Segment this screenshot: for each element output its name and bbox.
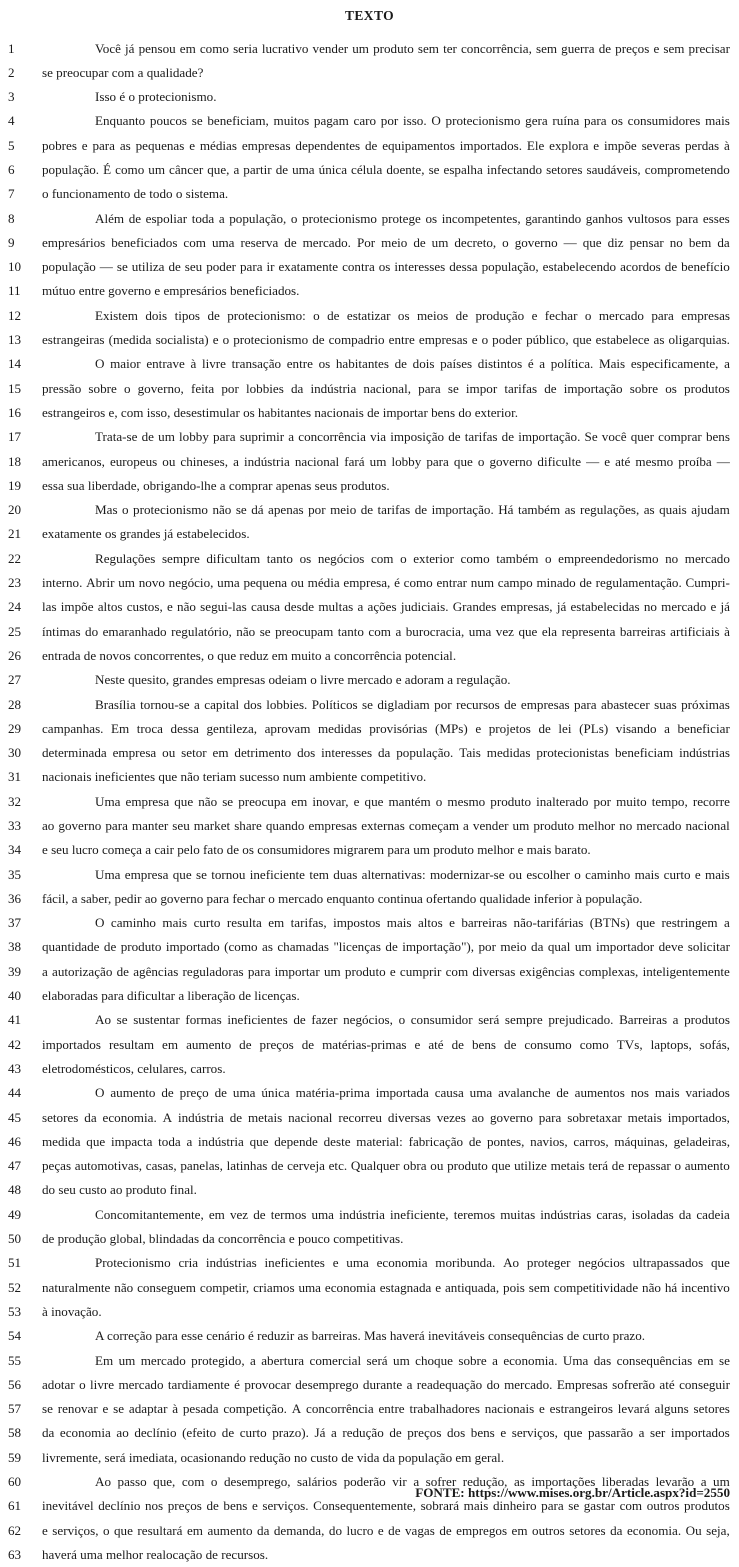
text-line xyxy=(0,109,739,133)
line-number: 61 xyxy=(8,1494,30,1518)
line-text: essa sua liberdade, obrigando-lhe a comprar apenas seus produtos. xyxy=(42,474,730,498)
line-number: 59 xyxy=(8,1446,30,1470)
line-text: mútuo entre governo e empresários beneficiados. xyxy=(42,279,730,303)
line-number: 15 xyxy=(8,377,30,401)
line-number: 19 xyxy=(8,474,30,498)
line-text: do seu custo ao produto final. xyxy=(42,1178,730,1202)
line-text: população — se utiliza de seu poder para ir exatamente contra os interesses dessa população, estabelecendo acordos de benefício xyxy=(42,255,730,279)
text-line xyxy=(0,765,739,789)
line-number: 5 xyxy=(8,134,30,158)
text-line xyxy=(0,960,739,984)
line-number: 3 xyxy=(8,85,30,109)
line-number: 27 xyxy=(8,668,30,692)
text-line xyxy=(0,1081,739,1105)
line-text: Regulações sempre dificultam tanto os negócios com o exterior como também o empreendedorismo no mercado xyxy=(42,547,730,571)
line-text: determinada empresa ou setor em detrimento dos interesses da população. Tais medidas protecionistas beneficiam indústrias xyxy=(42,741,730,765)
line-text: inevitável declínio nos preços de bens e serviços. Consequentemente, sobrará mais dinheiro para se gastar com outros produtos xyxy=(42,1494,730,1518)
text-line xyxy=(0,231,739,255)
line-text: Neste quesito, grandes empresas odeiam o livre mercado e adoram a regulação. xyxy=(42,668,730,692)
text-line xyxy=(0,1324,739,1348)
line-text: Isso é o protecionismo. xyxy=(42,85,730,109)
text-line xyxy=(0,863,739,887)
line-text: las impõe altos custos, e não segui-las causa desde multas a ações judiciais. Grandes empresas, já estabelecidas no mercado e já xyxy=(42,595,730,619)
text-line xyxy=(0,887,739,911)
line-number: 35 xyxy=(8,863,30,887)
line-number: 36 xyxy=(8,887,30,911)
line-text: Ao passo que, com o desemprego, salários poderão vir a sofrer redução, as importações liberadas levarão a um xyxy=(42,1470,730,1494)
line-text: população. É como um câncer que, a partir de uma única célula doente, se espalha infectando setores saudáveis, comprometendo xyxy=(42,158,730,182)
text-line xyxy=(0,1033,739,1057)
line-text: o funcionamento de todo o sistema. xyxy=(42,182,730,206)
line-text: haverá uma melhor realocação de recursos. xyxy=(42,1543,730,1567)
line-number: 13 xyxy=(8,328,30,352)
text-line xyxy=(0,1178,739,1202)
line-text: de produção global, blindadas da concorrência e pouco competitivas. xyxy=(42,1227,730,1251)
line-number: 28 xyxy=(8,693,30,717)
line-text: da economia ao declínio (efeito de curto prazo). Já a redução de preços dos bens e serviços, que passarão a ser importados xyxy=(42,1421,730,1445)
text-line xyxy=(0,935,739,959)
line-text: à inovação. xyxy=(42,1300,730,1324)
text-line xyxy=(0,1300,739,1324)
line-number: 51 xyxy=(8,1251,30,1275)
line-text: livremente, será imediata, ocasionando redução no custo de vida da população em geral. xyxy=(42,1446,730,1470)
line-number: 58 xyxy=(8,1421,30,1445)
line-number: 47 xyxy=(8,1154,30,1178)
line-number: 7 xyxy=(8,182,30,206)
line-text: americanos, europeus ou chineses, a indústria nacional fará um lobby para que o governo dificulte — e até mesmo proíba — xyxy=(42,450,730,474)
line-text: eletrodomésticos, celulares, carros. xyxy=(42,1057,730,1081)
line-text: empresários beneficiados com uma reserva de mercado. Por meio de um decreto, o governo — que diz pensar no bem da xyxy=(42,231,730,255)
line-text: peças automotivas, casas, panelas, latinhas de cerveja etc. Qualquer obra ou produto que utilize metais terá de repassar o aumento xyxy=(42,1154,730,1178)
line-number: 10 xyxy=(8,255,30,279)
text-line xyxy=(0,838,739,862)
line-number: 60 xyxy=(8,1470,30,1494)
text-line xyxy=(0,1057,739,1081)
line-text: setores da economia. A indústria de metais nacional recorreu diversas vezes ao governo para sobretaxar metais importados, xyxy=(42,1106,730,1130)
line-number: 12 xyxy=(8,304,30,328)
text-line xyxy=(0,279,739,303)
text-line xyxy=(0,85,739,109)
line-number: 23 xyxy=(8,571,30,595)
text-line xyxy=(0,207,739,231)
text-line xyxy=(0,814,739,838)
text-line xyxy=(0,37,739,61)
line-number: 4 xyxy=(8,109,30,133)
text-line xyxy=(0,1251,739,1275)
line-text: Enquanto poucos se beneficiam, muitos pagam caro por isso. O protecionismo gera ruína para os consumidores mais xyxy=(42,109,730,133)
line-text: Além de espoliar toda a população, o protecionismo protege os incompetentes, garantindo ganhos vultosos para esses xyxy=(42,207,730,231)
text-line xyxy=(0,377,739,401)
line-text: fácil, a saber, pedir ao governo para fechar o mercado enquanto continua ofertando qualidade inferior à população. xyxy=(42,887,730,911)
line-text: se renovar e se adaptar à pesada competição. A concorrência entre trabalhadores nacionais e estrangeiros levará alguns setores xyxy=(42,1397,730,1421)
line-text: Existem dois tipos de protecionismo: o de estatizar os meios de produção e fechar o mercado para empresas xyxy=(42,304,730,328)
line-number: 52 xyxy=(8,1276,30,1300)
line-number: 46 xyxy=(8,1130,30,1154)
line-number: 9 xyxy=(8,231,30,255)
line-number: 43 xyxy=(8,1057,30,1081)
line-text: Uma empresa que se tornou ineficiente tem duas alternativas: modernizar-se ou escolher o caminho mais curto e mais xyxy=(42,863,730,887)
text-line xyxy=(0,1276,739,1300)
text-line xyxy=(0,1519,739,1543)
text-line xyxy=(0,1008,739,1032)
line-number: 48 xyxy=(8,1178,30,1202)
line-text: medida que impacta toda a indústria que depende deste material: fabricação de pontes, navios, carros, máquinas, geladeiras, xyxy=(42,1130,730,1154)
text-line xyxy=(0,1154,739,1178)
line-text: Uma empresa que não se preocupa em inovar, e que mantém o mesmo produto inalterado por muito tempo, recorre xyxy=(42,790,730,814)
line-number: 45 xyxy=(8,1106,30,1130)
line-text: ao governo para manter seu market share quando empresas externas começam a vender um produto melhor no mercado nacional xyxy=(42,814,730,838)
text-line xyxy=(0,1421,739,1445)
line-text: interno. Abrir um novo negócio, uma pequena ou média empresa, é como entrar num campo minado de regulamentação. Cumpri- xyxy=(42,571,730,595)
line-text: campanhas. Em troca dessa gentileza, aprovam medidas provisórias (MPs) e projetos de lei (PLs) visando a beneficiar xyxy=(42,717,730,741)
text-line xyxy=(0,134,739,158)
text-line xyxy=(0,1203,739,1227)
line-number: 16 xyxy=(8,401,30,425)
line-number: 62 xyxy=(8,1519,30,1543)
text-line xyxy=(0,741,739,765)
line-number: 50 xyxy=(8,1227,30,1251)
text-line xyxy=(0,644,739,668)
page-title: TEXTO xyxy=(0,0,739,23)
line-number: 56 xyxy=(8,1373,30,1397)
text-line xyxy=(0,984,739,1008)
line-text: Mas o protecionismo não se dá apenas por meio de tarifas de importação. Há também as regulações, as quais ajudam xyxy=(42,498,730,522)
text-line xyxy=(0,790,739,814)
text-line xyxy=(0,401,739,425)
text-line xyxy=(0,158,739,182)
line-text: se preocupar com a qualidade? xyxy=(42,61,730,85)
text-line xyxy=(0,352,739,376)
line-text: entrada de novos concorrentes, o que reduz em muito a concorrência potencial. xyxy=(42,644,730,668)
line-text: elaboradas para dificultar a liberação de licenças. xyxy=(42,984,730,1008)
text-line xyxy=(0,693,739,717)
line-number: 24 xyxy=(8,595,30,619)
text-line xyxy=(0,522,739,546)
line-text: estrangeiras (medida socialista) e o protecionismo de compadrio entre empresas e o poder público, que estabelece as oligarquias. xyxy=(42,328,730,352)
line-text: Brasília tornou-se a capital dos lobbies. Políticos se digladiam por recursos de empresas para abastecer suas próximas xyxy=(42,693,730,717)
line-text: e serviços, o que resultará em aumento da demanda, do lucro e de vagas de empregos em outros setores da economia. Ou seja, xyxy=(42,1519,730,1543)
line-text: O caminho mais curto resulta em tarifas, impostos mais altos e barreiras não-tarifárias (BTNs) que restringem a xyxy=(42,911,730,935)
line-number: 31 xyxy=(8,765,30,789)
line-text: pressão sobre o governo, feita por lobbies da indústria nacional, para se impor tarifas de importação sobre os produtos xyxy=(42,377,730,401)
line-number: 33 xyxy=(8,814,30,838)
line-number: 49 xyxy=(8,1203,30,1227)
text-line xyxy=(0,1543,739,1567)
line-number: 29 xyxy=(8,717,30,741)
line-number: 37 xyxy=(8,911,30,935)
line-number: 38 xyxy=(8,935,30,959)
text-line xyxy=(0,1397,739,1421)
line-number: 25 xyxy=(8,620,30,644)
text-line xyxy=(0,1446,739,1470)
line-text: Concomitantemente, em vez de termos uma indústria ineficiente, teremos muitas indústrias caras, isoladas da cadeia xyxy=(42,1203,730,1227)
line-text: Trata-se de um lobby para suprimir a concorrência via imposição de tarifas de importação. Se você quer comprar bens xyxy=(42,425,730,449)
text-line xyxy=(0,620,739,644)
line-text: adotar o livre mercado tardiamente é provocar desemprego durante a readequação do mercado. Empresas sofrerão até conseguir xyxy=(42,1373,730,1397)
text-line xyxy=(0,328,739,352)
text-line xyxy=(0,450,739,474)
line-number: 18 xyxy=(8,450,30,474)
line-number: 11 xyxy=(8,279,30,303)
text-line xyxy=(0,668,739,692)
line-number: 55 xyxy=(8,1349,30,1373)
line-number: 32 xyxy=(8,790,30,814)
line-number: 21 xyxy=(8,522,30,546)
line-text: Ao se sustentar formas ineficientes de fazer negócios, o consumidor será sempre prejudicado. Barreiras a produtos xyxy=(42,1008,730,1032)
line-number: 63 xyxy=(8,1543,30,1567)
line-number: 6 xyxy=(8,158,30,182)
text-line xyxy=(0,571,739,595)
line-text: Em um mercado protegido, a abertura comercial será um choque sobre a economia. Uma das consequências em se xyxy=(42,1349,730,1373)
line-text: Protecionismo cria indústrias ineficientes e uma economia moribunda. Ao proteger negócios ultrapassados que xyxy=(42,1251,730,1275)
line-text: e seu lucro começa a cair pelo fato de os consumidores migrarem para um produto melhor e mais barato. xyxy=(42,838,730,862)
line-text: naturalmente não conseguem competir, criamos uma economia estagnada e antiquada, pois sem competitividade não há incentivo xyxy=(42,1276,730,1300)
text-line xyxy=(0,547,739,571)
text-line xyxy=(0,498,739,522)
text-line xyxy=(0,911,739,935)
line-text: íntimas do emaranhado regulatório, não se preocupam tanto com a burocracia, uma vez que ela representa barreiras artificiais à xyxy=(42,620,730,644)
line-number: 42 xyxy=(8,1033,30,1057)
line-number: 26 xyxy=(8,644,30,668)
text-line xyxy=(0,717,739,741)
line-text: A correção para esse cenário é reduzir as barreiras. Mas haverá inevitáveis consequências de curto prazo. xyxy=(42,1324,730,1348)
line-text: O maior entrave à livre transação entre os habitantes de dois países distintos é a política. Mais especificamente, a xyxy=(42,352,730,376)
text-line xyxy=(0,595,739,619)
line-number: 22 xyxy=(8,547,30,571)
text-line xyxy=(0,1373,739,1397)
line-text: O aumento de preço de uma única matéria-prima importada causa uma avalanche de aumentos nos mais variados xyxy=(42,1081,730,1105)
line-number: 39 xyxy=(8,960,30,984)
line-number: 34 xyxy=(8,838,30,862)
source-citation: FONTE: https://www.mises.org.br/Article.aspx?id=2550 xyxy=(415,1485,730,1501)
line-text: exatamente os grandes já estabelecidos. xyxy=(42,522,730,546)
numbered-text-body xyxy=(0,37,739,1567)
line-number: 44 xyxy=(8,1081,30,1105)
text-line xyxy=(0,1227,739,1251)
line-number: 30 xyxy=(8,741,30,765)
line-text: importados resultam em aumento de preços de matérias-primas e até de bens de consumo como TVs, laptops, sofás, xyxy=(42,1033,730,1057)
line-text: Você já pensou em como seria lucrativo vender um produto sem ter concorrência, sem guerra de preços e sem precisar xyxy=(42,37,730,61)
text-line xyxy=(0,1349,739,1373)
text-line xyxy=(0,1130,739,1154)
line-text: estrangeiros e, com isso, desestimular os habitantes nacionais de importar bens do exterior. xyxy=(42,401,730,425)
text-line xyxy=(0,1106,739,1130)
line-number: 2 xyxy=(8,61,30,85)
line-number: 57 xyxy=(8,1397,30,1421)
text-line xyxy=(0,182,739,206)
line-number: 17 xyxy=(8,425,30,449)
line-number: 14 xyxy=(8,352,30,376)
text-line xyxy=(0,304,739,328)
line-number: 41 xyxy=(8,1008,30,1032)
text-line xyxy=(0,425,739,449)
line-text: pobres e para as pequenas e médias empresas dependentes de equipamentos importados. Ele explora e impõe severas perdas à xyxy=(42,134,730,158)
line-number: 54 xyxy=(8,1324,30,1348)
line-number: 20 xyxy=(8,498,30,522)
line-number: 8 xyxy=(8,207,30,231)
text-line xyxy=(0,61,739,85)
text-line xyxy=(0,474,739,498)
line-number: 1 xyxy=(8,37,30,61)
line-text: nacionais ineficientes que não teriam sucesso num ambiente competitivo. xyxy=(42,765,730,789)
line-text: quantidade de produto importado (como as chamadas "licenças de importação"), por meio da qual um importador deve solicitar xyxy=(42,935,730,959)
text-line xyxy=(0,255,739,279)
line-text: a autorização de agências reguladoras para importar um produto e cumprir com diversas exigências complexas, inteligentemente xyxy=(42,960,730,984)
line-number: 53 xyxy=(8,1300,30,1324)
line-number: 40 xyxy=(8,984,30,1008)
